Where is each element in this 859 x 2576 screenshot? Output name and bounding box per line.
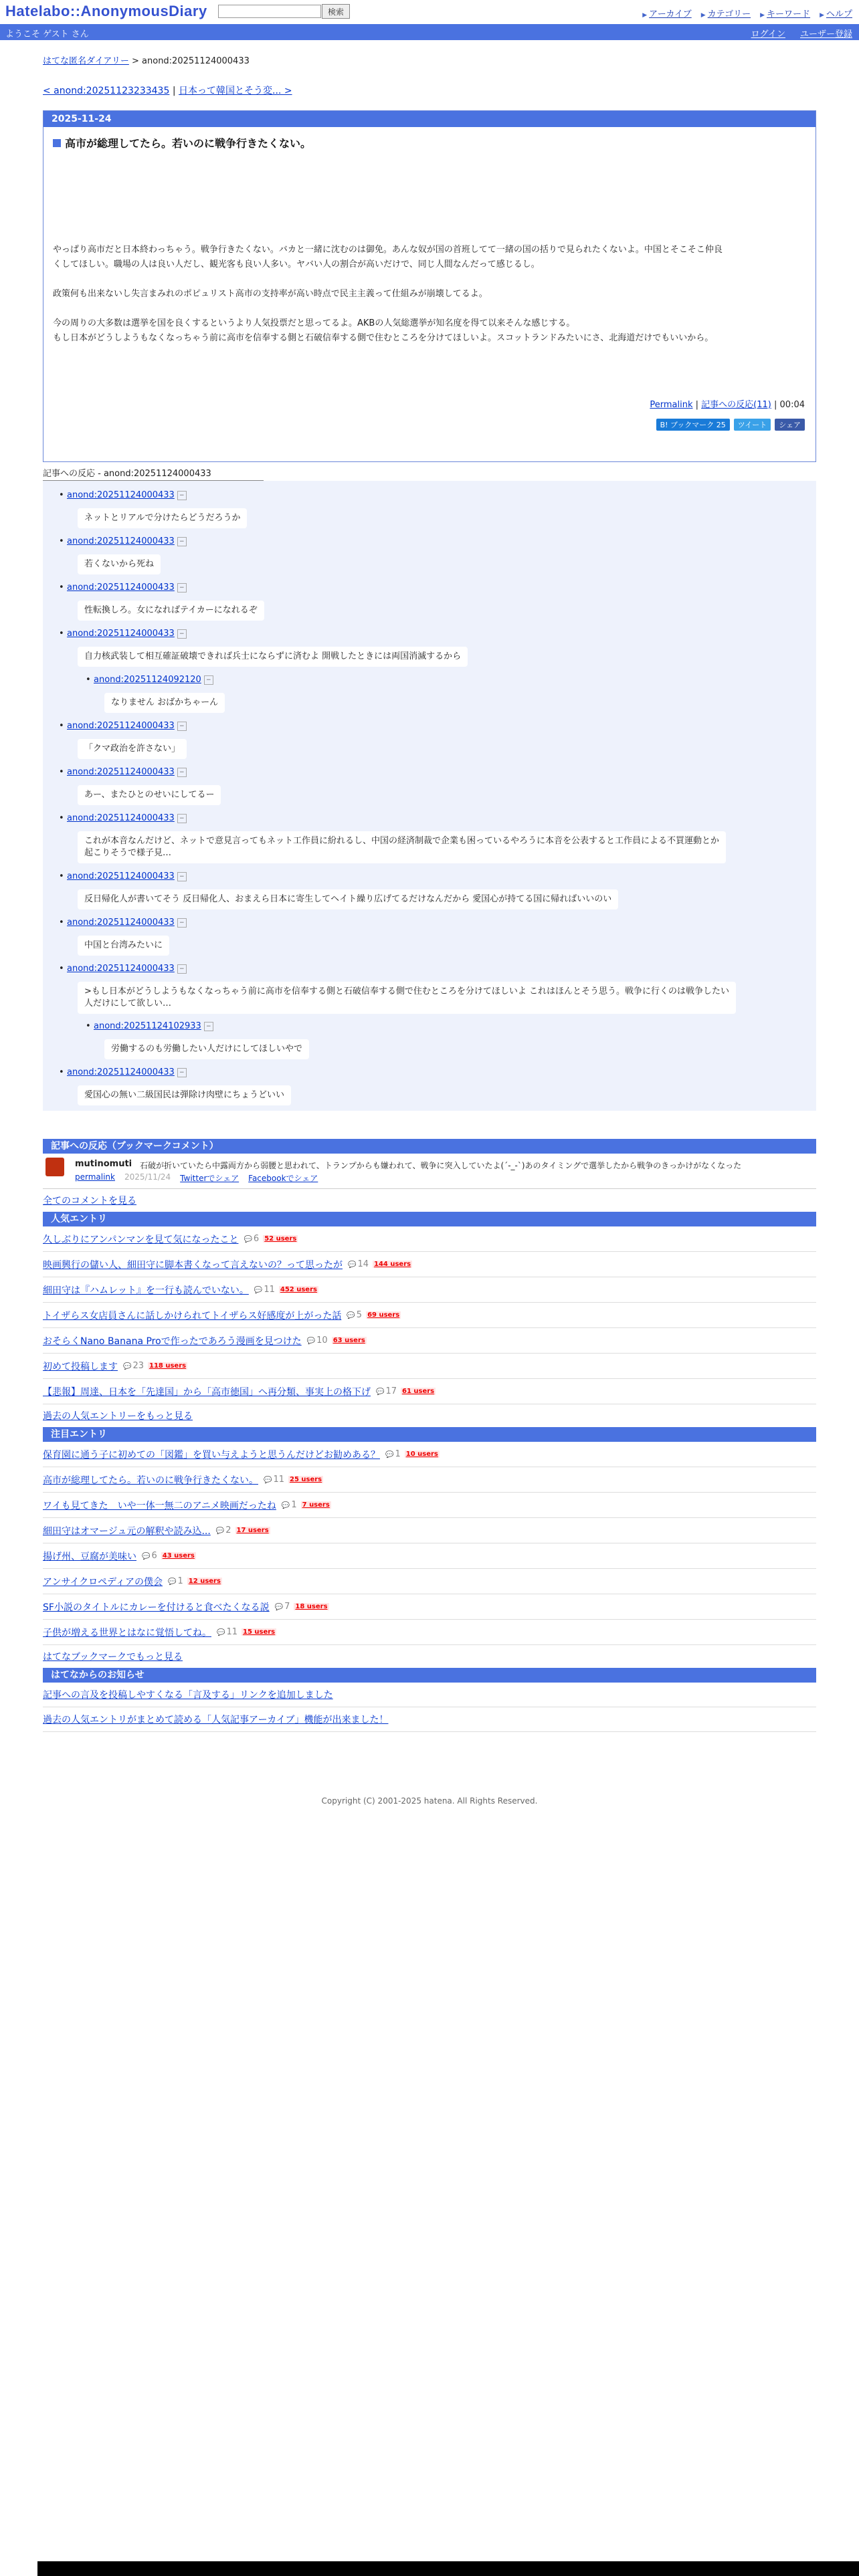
list-item <box>43 1379 816 1404</box>
users-badge[interactable]: 63 users <box>332 1337 365 1344</box>
list-item <box>43 1252 816 1277</box>
comment-count: 💬 10 <box>307 1335 328 1346</box>
response-line: >もし日本がどうしようもなくなっちゃう前に高市を信奉する側と石破信奉する側で住むところを分けてほしいよ これはほんとそう思う。戦争に行くのは戦争したい <box>84 986 730 996</box>
response-line: これが本音なんだけど、ネットで意見言ってもネット工作員に紛れるし、中国の経済制裁で企業も困っているやろうに本音を公表すると工作員による不買運動とか <box>84 836 720 846</box>
footer-sep-1: | <box>695 400 699 410</box>
entry <box>43 110 816 462</box>
p3-line-1: 今の周りの大多数は選挙を国を良くするというより人気投票だと思ってるよ。AKBの人気総選挙が知名度を得て以来そんな感じする。 <box>53 318 575 328</box>
welcome-bar <box>0 24 859 40</box>
breadcrumb-current: anond:20251124000433 <box>142 56 250 66</box>
users-badge[interactable]: 52 users <box>264 1235 297 1243</box>
copyright: Copyright (C) 2001-2025 hatena. All Rights Reserved. <box>321 1796 538 1806</box>
comment-count: 💬 11 <box>217 1627 237 1637</box>
entry-link[interactable]: 映画興行の儲い人、細田守に脚本書くなって言えないの？って思ったが <box>43 1259 343 1271</box>
twitter-share-button[interactable]: ツイート <box>734 419 771 431</box>
users-badge[interactable]: 144 users <box>374 1261 411 1268</box>
nav-category[interactable]: ▶ カテゴリー <box>701 7 751 19</box>
list-item <box>43 1594 816 1620</box>
twitter-share-link[interactable]: Twitterでシェア <box>180 1174 240 1183</box>
users-badge[interactable]: 43 users <box>162 1552 195 1560</box>
welcome-text: ようこそ ゲスト さん <box>5 29 89 39</box>
list-item <box>43 1226 816 1252</box>
top-bar <box>0 0 859 24</box>
list-item <box>43 1354 816 1379</box>
entry-link[interactable]: 細田守はオマージュ元の解釈や読み込... <box>43 1525 211 1537</box>
comment-count: 💬 7 <box>275 1602 290 1612</box>
response-text: 性転換しろ。女になればテイカーになれるぞ <box>78 601 264 621</box>
bookmark-meta <box>75 1172 318 1184</box>
popular-more-link[interactable]: 過去の人気エントリーをもっと見る <box>43 1411 193 1422</box>
entry-link[interactable]: 高市が総理してたら。若いのに戦争行きたくない。 <box>43 1475 258 1486</box>
list-item <box>43 1518 816 1543</box>
expand-icon[interactable]: − <box>177 722 187 731</box>
entry-link[interactable]: 揚げ州、豆腐が美味い <box>43 1551 136 1562</box>
notice-header: はてなからのお知らせ <box>43 1668 816 1683</box>
response-link[interactable]: anond:20251124000433 <box>67 1067 175 1077</box>
featured-list <box>43 1442 816 1645</box>
response-link[interactable]: anond:20251124000433 <box>67 918 175 928</box>
expand-icon[interactable]: − <box>177 583 187 593</box>
bookmark-user[interactable]: mutinomuti <box>75 1159 132 1169</box>
response-text <box>78 831 726 863</box>
breadcrumb-sep: > <box>131 56 139 66</box>
comment-count: 💬 6 <box>142 1551 157 1561</box>
comment-count: 💬 2 <box>216 1525 231 1535</box>
entry-link[interactable]: 初めて投稿します <box>43 1361 118 1372</box>
breadcrumb <box>43 53 816 66</box>
popular-header: 人気エントリ <box>43 1212 816 1226</box>
response-text: 労働するのも労働したい人だけにしてほしいやで <box>104 1039 309 1059</box>
response-item <box>67 813 726 863</box>
entry-link[interactable]: トイザらス女店員さんに話しかけられてトイザらス好感度が上がった話 <box>43 1310 342 1321</box>
entry-footer <box>650 397 805 410</box>
featured-header: 注目エントリ <box>43 1427 816 1442</box>
list-item <box>43 1442 816 1467</box>
p1-line-2: くしてほしい。職場の人は良い人だし、観光客も良い人多い。ヤバい人の割合が高いだけで、同じ人間なんだって感じるし。 <box>53 259 540 270</box>
entry-link[interactable]: 保育園に通う子に初めての「図鑑」を買い与えようと思うんだけどお勧めある？ <box>43 1449 380 1461</box>
notice-link[interactable]: 過去の人気エントリがまとめて読める「人気記事アーカイブ」機能が出来ました！ <box>43 1715 389 1725</box>
response-text: 中国と台湾みたいに <box>78 936 169 956</box>
permalink[interactable]: Permalink <box>650 400 693 410</box>
entry-link[interactable]: SF小説のタイトルにカレーを付けると食べたくなる説 <box>43 1602 270 1613</box>
login-link[interactable]: ログイン <box>751 29 785 39</box>
popular-more <box>43 1404 816 1427</box>
title-square-icon <box>53 139 61 147</box>
search-button[interactable]: 検索 <box>322 4 350 19</box>
featured-more-link[interactable]: はてなブックマークでもっと見る <box>43 1652 183 1662</box>
response-text: 愛国心の無い二級国民は弾除け肉壁にちょうどいい <box>78 1085 291 1105</box>
expand-icon[interactable]: − <box>177 814 187 823</box>
p1-line-1: やっぱり高市だと日本終わっちゃう。戦争行きたくない。バカと一緒に沈むのは御免。あんな奴が国の首班してて一緒の国の括りで見られたくないよ。中国とそこそこ仲良 <box>53 245 723 255</box>
responses-title: 記事への反応 - anond:20251124000433 <box>43 466 264 481</box>
notice-link[interactable]: 記事への言及を投稿しやすくなる「言及する」リンクを追加しました <box>43 1690 333 1701</box>
nav-help[interactable]: ▶ ヘルプ <box>820 7 852 19</box>
entry-paragraph-1 <box>53 243 806 272</box>
entry-link[interactable]: 【悲報】周達、日本を「先達国」から「高市徳国」へ再分類、事実上の格下げ <box>43 1386 371 1398</box>
bookmark-permalink[interactable]: permalink <box>75 1172 115 1182</box>
response-link[interactable]: anond:20251124000433 <box>67 871 175 881</box>
prev-entry-link[interactable]: < anond:20251123233435 <box>43 86 170 96</box>
comment-count: 💬 1 <box>168 1576 183 1586</box>
register-link[interactable]: ユーザー登録 <box>799 29 852 39</box>
response-item <box>67 871 618 909</box>
next-entry-link[interactable]: 日本って韓国とそう変... > <box>179 86 292 96</box>
entry-date: 2025-11-24 <box>43 111 816 127</box>
response-item-nested <box>94 1021 309 1059</box>
search-input[interactable] <box>218 5 321 18</box>
comment-count: 💬 5 <box>347 1310 362 1320</box>
nav-keyword[interactable]: ▶ キーワード <box>760 7 810 19</box>
featured-more <box>43 1645 816 1668</box>
pager-sep: | <box>172 86 176 96</box>
bottom-bar <box>37 2561 859 2576</box>
users-badge[interactable]: 25 users <box>290 1476 322 1483</box>
main-content <box>43 53 816 1732</box>
expand-icon[interactable]: − <box>204 675 213 685</box>
users-badge[interactable]: 18 users <box>295 1603 328 1610</box>
response-link[interactable]: anond:20251124000433 <box>67 536 175 546</box>
users-badge[interactable]: 17 users <box>236 1527 269 1534</box>
expand-icon[interactable]: − <box>177 964 187 974</box>
users-badge[interactable]: 15 users <box>243 1628 276 1636</box>
p3-line-2: もし日本がどうしようもなくなっちゃう前に高市を信奉する側と石破信奉する側で住むところを分けてほしいよ。スコットランドみたいにさ、北海道だけでもいいから。 <box>53 333 714 343</box>
site-logo[interactable]: Hatelabo::AnonymousDiary <box>5 3 207 19</box>
entry-link[interactable]: アンサイクロペディアの僕会 <box>43 1576 163 1588</box>
list-item <box>43 1543 816 1569</box>
reactions-link[interactable]: 記事への反応(11) <box>701 400 771 410</box>
users-badge[interactable]: 61 users <box>402 1388 435 1395</box>
entry-link[interactable]: 久しぶりにアンパンマンを見て気になったこと <box>43 1234 239 1245</box>
nav-archive[interactable]: ▶ アーカイブ <box>642 7 692 19</box>
response-item <box>67 490 247 528</box>
response-item <box>67 629 468 667</box>
response-item <box>67 1067 291 1105</box>
list-item <box>43 1328 816 1354</box>
list-item <box>43 1620 816 1645</box>
response-item <box>67 918 187 956</box>
avatar[interactable] <box>45 1158 64 1176</box>
hatena-bookmark-button[interactable]: B! ブックマーク 25 <box>656 419 730 431</box>
comment-count: 💬 17 <box>376 1386 397 1396</box>
list-item <box>43 1303 816 1328</box>
response-link[interactable]: anond:20251124000433 <box>67 721 175 731</box>
expand-icon[interactable]: − <box>177 768 187 777</box>
entry-title-text: 高市が総理してたら。若いのに戦争行きたくない。 <box>65 137 312 150</box>
entry-title <box>53 135 806 150</box>
response-text: ネットとリアルで分けたらどうだろうか <box>78 508 247 528</box>
entry-link[interactable]: おそらくNano Banana Proで作ったであろう漫画を見つけた <box>43 1335 302 1347</box>
expand-icon[interactable]: − <box>204 1022 213 1031</box>
responses-list <box>43 481 816 1111</box>
entry-paragraph-3 <box>53 316 806 346</box>
global-nav <box>642 7 852 19</box>
bookmark-comment-text: 石破が折いていたら中露両方から弱腰と思われて、トランプからも嫌われて、戦争に突入していたよ(´-_-`)あのタイミングで選挙したから戦争のきっかけがなくなった <box>140 1161 742 1170</box>
all-comments <box>43 1189 816 1212</box>
response-text: なりません おばかちゃーん <box>104 693 225 713</box>
response-text: あー、またひとのせいにしてるー <box>78 785 221 805</box>
entry-body <box>43 127 816 461</box>
list-item <box>43 1683 816 1707</box>
comment-count: 💬 6 <box>244 1234 259 1244</box>
comment-count: 💬 14 <box>348 1259 369 1269</box>
comment-count: 💬 1 <box>385 1449 401 1459</box>
response-text: 若くないから死ね <box>78 554 161 574</box>
pager <box>43 84 816 97</box>
response-link[interactable]: anond:20251124000433 <box>67 582 175 593</box>
comment-count: 💬 11 <box>264 1475 284 1485</box>
users-badge[interactable]: 12 users <box>188 1578 221 1585</box>
popular-list <box>43 1226 816 1404</box>
response-item <box>67 582 264 621</box>
response-link[interactable]: anond:20251124092120 <box>94 675 201 685</box>
bookmark-comments-header: 記事への反応（ブックマークコメント） <box>43 1139 816 1154</box>
entry-link[interactable]: 子供が増える世界とはなに覚悟してね。 <box>43 1627 211 1638</box>
response-item <box>67 964 736 1014</box>
users-badge[interactable]: 452 users <box>280 1286 317 1293</box>
expand-icon[interactable]: − <box>177 537 187 546</box>
users-badge[interactable]: 69 users <box>367 1311 400 1319</box>
response-item <box>67 721 187 759</box>
response-text: 反日帰化人が書いてそう 反日帰化人、おまえら日本に寄生してヘイト繰り広げてるだけなんだから 愛国心が持てる国に帰ればいいのい <box>78 889 618 909</box>
entry-link[interactable]: ワイも見てきた いや一体一無二のアニメ映画だったね <box>43 1500 276 1511</box>
list-item <box>43 1277 816 1303</box>
list-item <box>43 1707 816 1732</box>
comment-count: 💬 23 <box>123 1361 144 1371</box>
response-item-nested <box>94 675 225 713</box>
response-text <box>78 982 736 1014</box>
facebook-share-link[interactable]: Facebookでシェア <box>248 1174 318 1183</box>
list-item <box>43 1467 816 1493</box>
response-text: 自力核武装して相互確証破壊できれば兵士にならずに済むよ 開戦したときには両国消滅するから <box>78 647 468 667</box>
response-link[interactable]: anond:20251124000433 <box>67 964 175 974</box>
response-link[interactable]: anond:20251124000433 <box>67 813 175 823</box>
expand-icon[interactable]: − <box>177 629 187 639</box>
entry-time: 00:04 <box>779 400 805 410</box>
response-item <box>67 536 187 574</box>
facebook-share-button[interactable]: シェア <box>775 419 805 431</box>
response-link[interactable]: anond:20251124000433 <box>67 490 175 500</box>
share-buttons <box>656 419 805 431</box>
bookmark-date: 2025/11/24 <box>124 1172 171 1182</box>
list-item <box>43 1569 816 1594</box>
response-text: 「クマ政治を許さない」 <box>78 739 187 759</box>
response-line: 人だけにして欲しい… <box>84 998 172 1008</box>
breadcrumb-home[interactable]: はてな匿名ダイアリー <box>43 56 129 66</box>
bookmark-comment <box>43 1154 816 1189</box>
expand-icon[interactable]: − <box>177 491 187 500</box>
entry-paragraph-2: 政策何も出来ないし失言まみれのポピュリスト高市の支持率が高い時点で民主主義って仕組みが崩壊してるよ。 <box>53 289 488 299</box>
comment-count: 💬 1 <box>282 1500 297 1510</box>
response-item <box>67 767 221 805</box>
response-line: 起こりそうで様子見… <box>84 848 172 858</box>
expand-icon[interactable]: − <box>177 918 187 928</box>
users-badge[interactable]: 10 users <box>405 1451 438 1458</box>
response-link[interactable]: anond:20251124000433 <box>67 629 175 639</box>
users-badge[interactable]: 118 users <box>149 1362 187 1370</box>
list-item <box>43 1493 816 1518</box>
all-comments-link[interactable]: 全てのコメントを見る <box>43 1196 136 1206</box>
response-link[interactable]: anond:20251124102933 <box>94 1021 201 1031</box>
response-link[interactable]: anond:20251124000433 <box>67 767 175 777</box>
expand-icon[interactable]: − <box>177 1068 187 1077</box>
notice-list <box>43 1683 816 1732</box>
comment-count: 💬 11 <box>254 1285 275 1295</box>
entry-link[interactable]: 細田守は『ハムレット』を一行も読んでいない。 <box>43 1285 249 1296</box>
expand-icon[interactable]: − <box>177 872 187 881</box>
users-badge[interactable]: 7 users <box>302 1501 330 1509</box>
footer-sep-2: | <box>774 400 777 410</box>
